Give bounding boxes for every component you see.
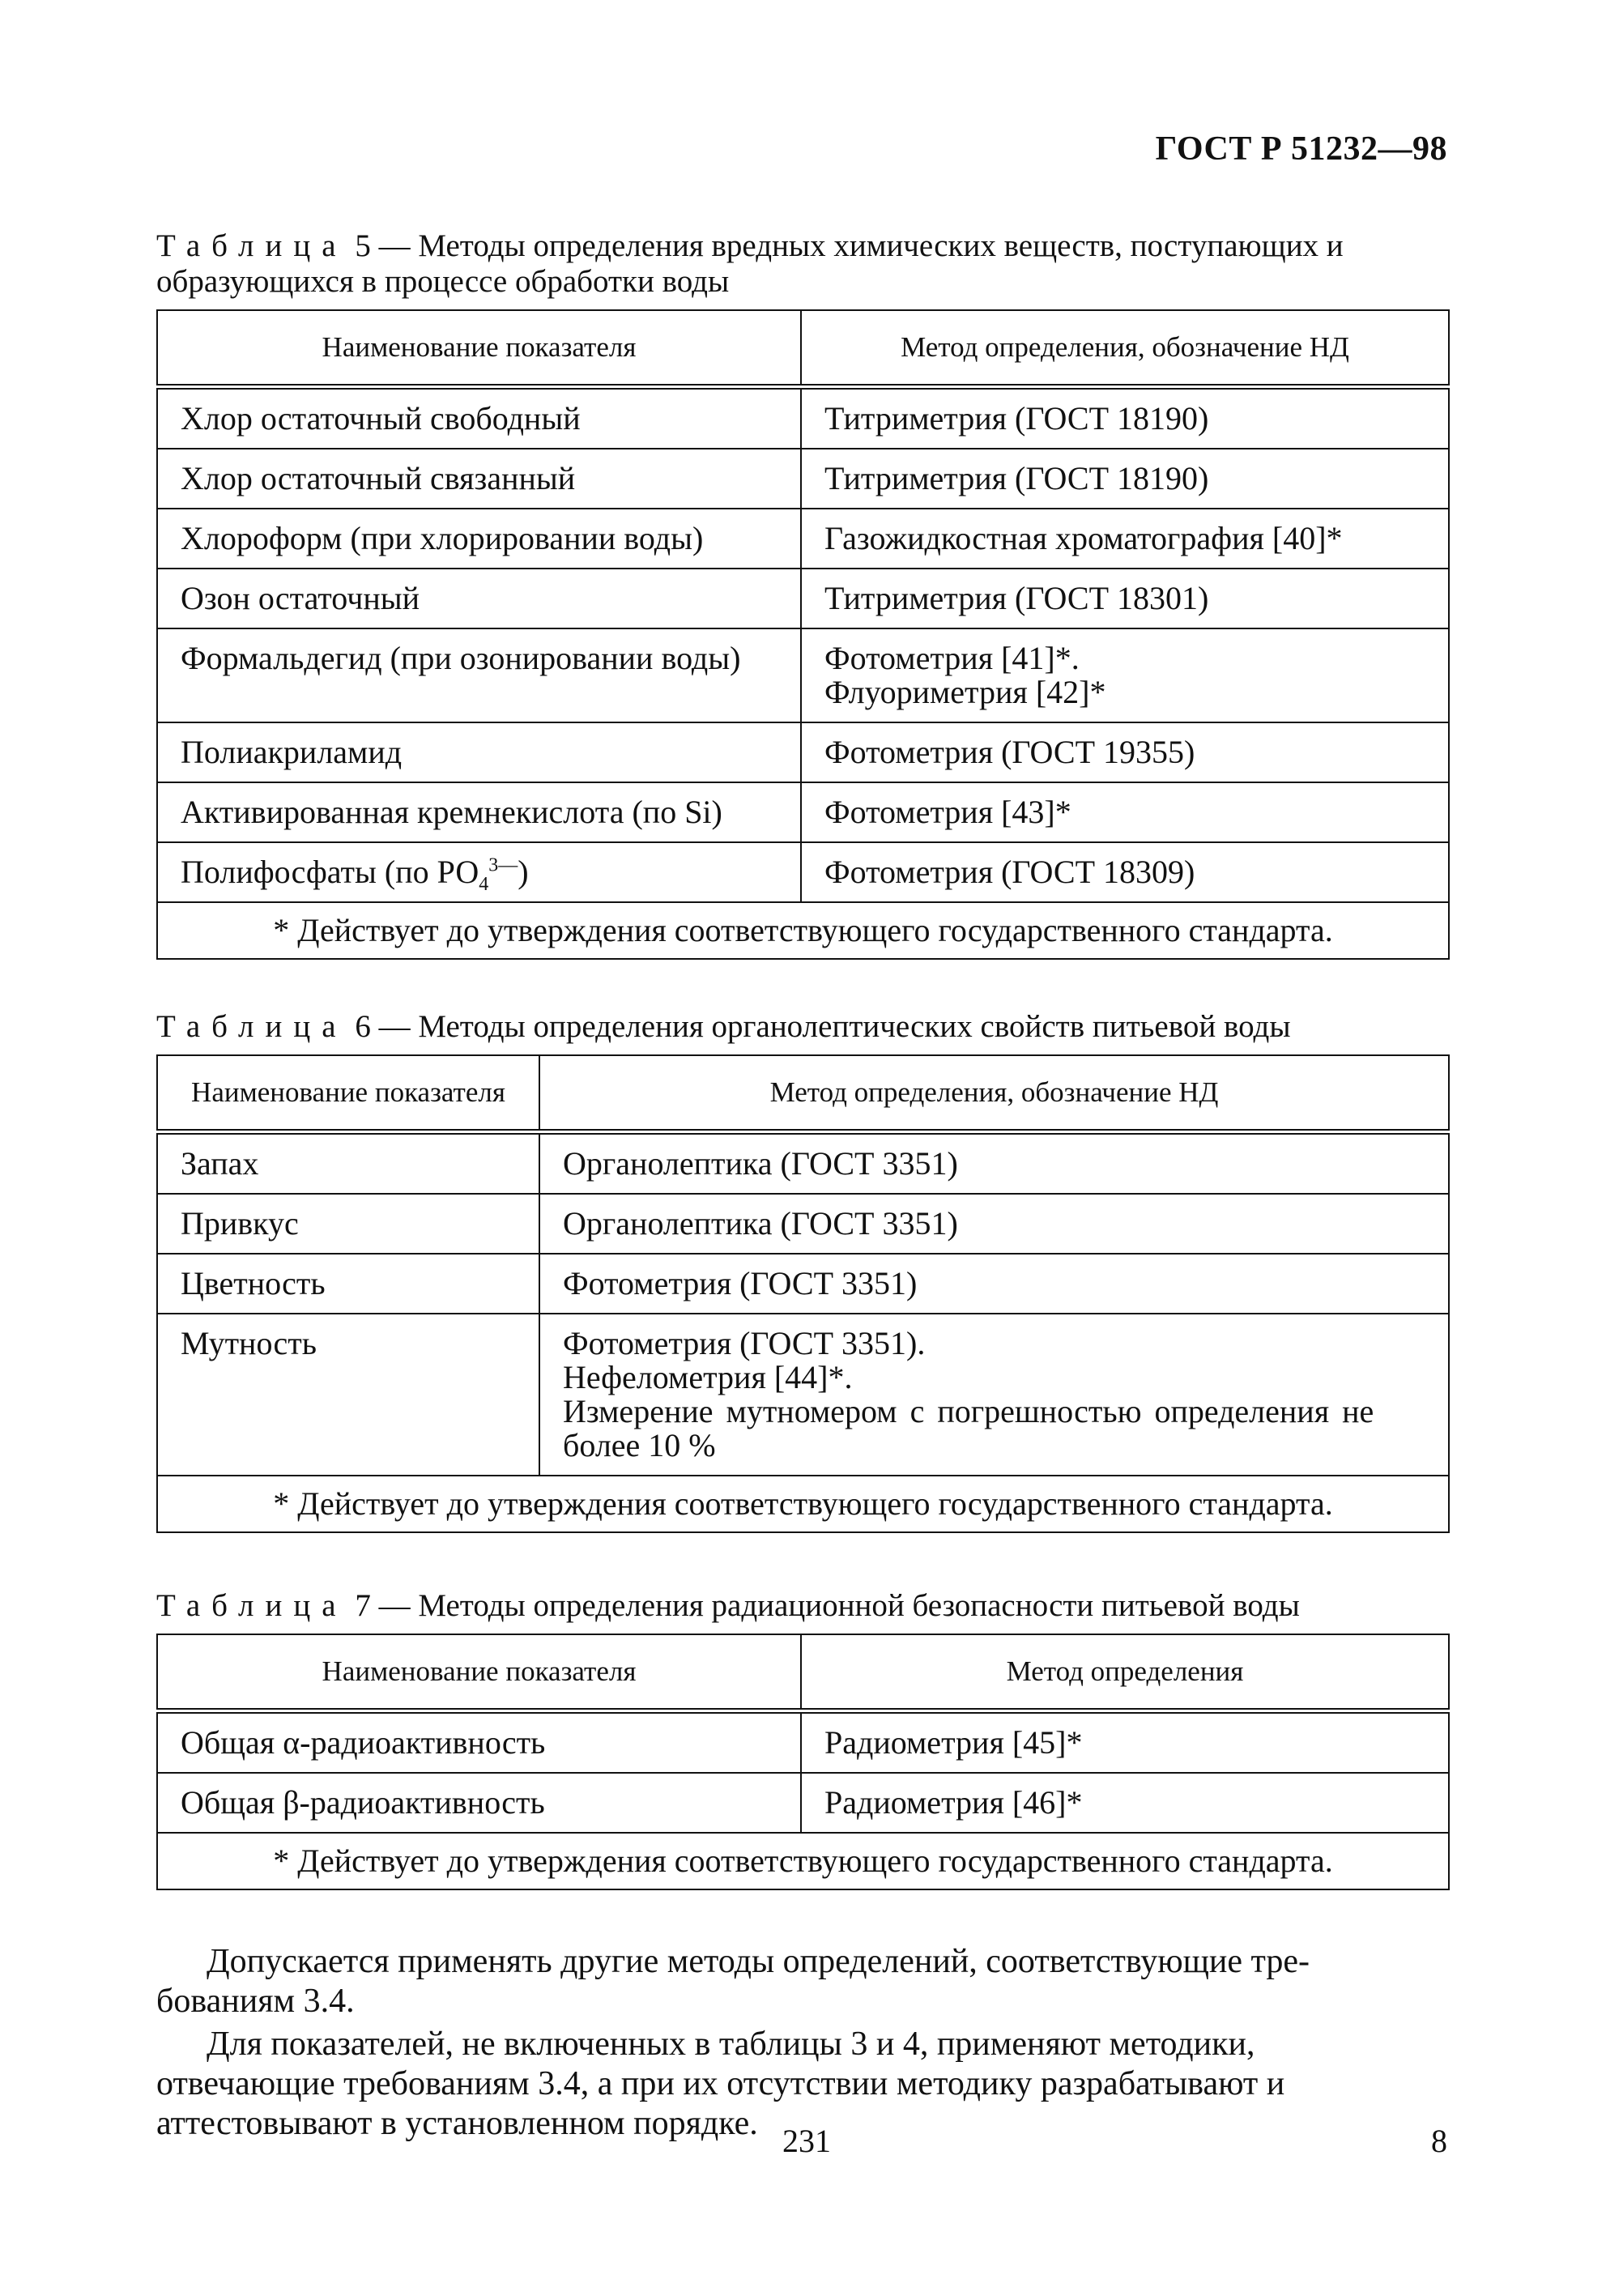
table-row <box>157 782 1449 842</box>
table6 <box>156 1054 1450 1533</box>
table5-header-method: Метод определения, обозначение НД <box>801 310 1449 387</box>
table7-header-method: Метод определения <box>801 1634 1449 1711</box>
table-note-row <box>157 1833 1449 1889</box>
table-row <box>157 569 1449 628</box>
table-row <box>157 449 1449 509</box>
row-name: Хлор остаточный свободный <box>157 387 801 449</box>
method-line: Фотометрия [41]*. <box>824 640 1080 676</box>
paragraph-line: Допускается применять другие методы определений, соответствующие тре- <box>207 1943 1310 1980</box>
paragraph-line: отвечающие требованиям 3.4, а при их отсутствии методику разрабатывают и <box>156 2065 1285 2102</box>
table7-header-row <box>157 1634 1449 1711</box>
row-method: Фотометрия (ГОСТ 3351) <box>539 1254 1449 1314</box>
document-code: ГОСТ Р 51232—98 <box>1155 130 1447 168</box>
table-row <box>157 1314 1449 1476</box>
method-line: Измерение мутномером с погрешностью определения не <box>563 1393 1374 1429</box>
table7 <box>156 1634 1450 1890</box>
row-name: Общая β-радиоактивность <box>157 1773 801 1833</box>
name-suffix: ) <box>518 854 529 890</box>
paragraph-line: аттестовывают в установленном порядке. <box>156 2105 758 2142</box>
table-row <box>157 1132 1449 1195</box>
table6-header-row <box>157 1055 1449 1132</box>
row-method: Фотометрия (ГОСТ 18309) <box>801 842 1449 902</box>
table6-caption-prefix: Таблица <box>156 1009 347 1044</box>
row-name: Формальдегид (при озонировании воды) <box>157 628 801 722</box>
table6-header-name: Наименование показателя <box>157 1055 539 1132</box>
row-method: Фотометрия [43]* <box>801 782 1449 842</box>
row-method <box>539 1314 1449 1476</box>
table-note-row <box>157 902 1449 959</box>
table5 <box>156 309 1450 960</box>
row-name: Озон остаточный <box>157 569 801 628</box>
table-row <box>157 628 1449 722</box>
table-row <box>157 387 1449 449</box>
table7-caption-text: 7 — Методы определения радиационной безопасности питьевой воды <box>347 1588 1300 1623</box>
table5-header-row <box>157 310 1449 387</box>
table-row <box>157 842 1449 902</box>
method-line: Фотометрия (ГОСТ 3351). <box>563 1325 926 1361</box>
row-name <box>157 842 801 902</box>
row-method: Органолептика (ГОСТ 3351) <box>539 1132 1449 1195</box>
row-name: Общая α-радиоактивность <box>157 1711 801 1774</box>
paragraph-line: бованиям 3.4. <box>156 1983 355 2020</box>
table5-header-name: Наименование показателя <box>157 310 801 387</box>
row-method: Газожидкостная хроматография [40]* <box>801 509 1449 569</box>
table-row <box>157 1711 1449 1774</box>
row-method: Титриметрия (ГОСТ 18301) <box>801 569 1449 628</box>
row-method <box>801 628 1449 722</box>
row-name: Запах <box>157 1132 539 1195</box>
table6-note: * Действует до утверждения соответствующего государственного стандарта. <box>157 1476 1449 1532</box>
table5-caption <box>156 228 1448 300</box>
table5-note: * Действует до утверждения соответствующего государственного стандарта. <box>157 902 1449 959</box>
row-method: Титриметрия (ГОСТ 18190) <box>801 449 1449 509</box>
name-superscript: 3— <box>488 854 518 876</box>
paragraph-line: Для показателей, не включенных в таблицы 3 и 4, применяют методики, <box>207 2026 1255 2063</box>
table-row <box>157 1773 1449 1833</box>
table7-header-name: Наименование показателя <box>157 1634 801 1711</box>
method-line: более 10 % <box>563 1427 716 1463</box>
table-row <box>157 1254 1449 1314</box>
table5-caption-text: 5 — Методы определения вредных химических веществ, поступающих и образующихся в процессе обработки воды <box>156 228 1344 299</box>
row-method: Фотометрия (ГОСТ 19355) <box>801 722 1449 782</box>
table5-caption-prefix: Таблица <box>156 228 347 263</box>
table-row <box>157 1194 1449 1254</box>
table6-header-method: Метод определения, обозначение НД <box>539 1055 1449 1132</box>
name-prefix: Полифосфаты (по РО <box>181 854 479 890</box>
table7-caption-prefix: Таблица <box>156 1588 347 1623</box>
table7-note: * Действует до утверждения соответствующего государственного стандарта. <box>157 1833 1449 1889</box>
paragraph-other-methods <box>156 1942 1448 2021</box>
row-method: Радиометрия [46]* <box>801 1773 1449 1833</box>
name-subscript: 4 <box>479 874 489 895</box>
method-line: Нефелометрия [44]*. <box>563 1359 853 1395</box>
sheet-number: 8 <box>1431 2123 1447 2159</box>
row-name: Цветность <box>157 1254 539 1314</box>
row-method: Радиометрия [45]* <box>801 1711 1449 1774</box>
row-name: Хлороформ (при хлорировании воды) <box>157 509 801 569</box>
page-number: 231 <box>782 2123 831 2159</box>
row-name: Хлор остаточный связанный <box>157 449 801 509</box>
row-name: Полиакриламид <box>157 722 801 782</box>
table-note-row <box>157 1476 1449 1532</box>
row-name: Мутность <box>157 1314 539 1476</box>
table7-caption <box>156 1588 1448 1624</box>
table-row <box>157 509 1449 569</box>
table6-caption-text: 6 — Методы определения органолептических свойств питьевой воды <box>347 1009 1291 1044</box>
row-name: Привкус <box>157 1194 539 1254</box>
row-name: Активированная кремнекислота (по Si) <box>157 782 801 842</box>
row-method: Титриметрия (ГОСТ 18190) <box>801 387 1449 449</box>
row-method: Органолептика (ГОСТ 3351) <box>539 1194 1449 1254</box>
method-line: Флуориметрия [42]* <box>824 674 1106 710</box>
table6-caption <box>156 1009 1448 1045</box>
table-row <box>157 722 1449 782</box>
